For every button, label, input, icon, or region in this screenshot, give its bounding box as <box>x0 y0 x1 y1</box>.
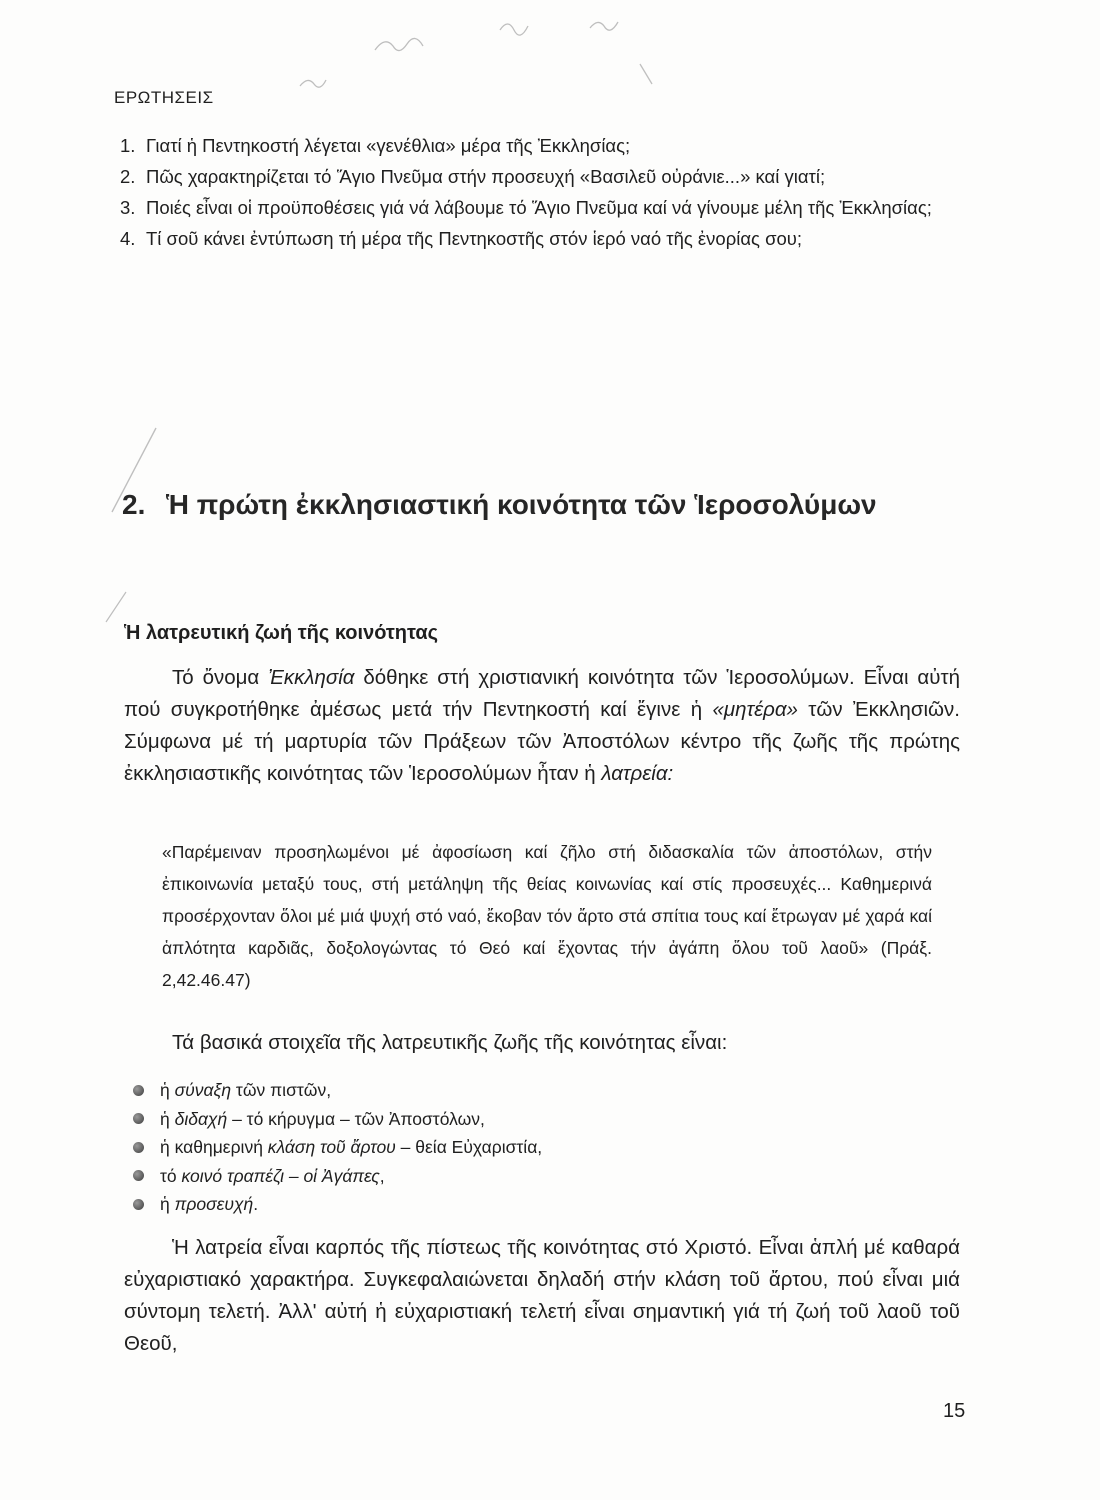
question-number: 4. <box>120 228 136 249</box>
list-item <box>133 1190 953 1219</box>
italic-term: σύναξη <box>174 1080 232 1100</box>
section-title <box>122 488 982 522</box>
text-run: τό <box>160 1165 182 1186</box>
questions-list <box>120 130 960 254</box>
pencil-scribble <box>590 22 618 30</box>
paragraph-1 <box>124 662 960 790</box>
bullet-dot-icon <box>133 1199 144 1210</box>
bullet-dot-icon <box>133 1085 144 1096</box>
text-run: ἡ καθημερινή <box>160 1137 268 1157</box>
list-item-text <box>160 1133 542 1162</box>
italic-term: προσευχή <box>174 1194 254 1214</box>
question-number: 3. <box>120 197 136 218</box>
list-item-text <box>160 1076 331 1105</box>
list-item <box>133 1105 953 1134</box>
question-number: 2. <box>120 166 136 187</box>
question-text: Πῶς χαρακτηρίζεται τό Ἅγιο Πνεῦμα στήν προσευχή «Βασιλεῦ οὐράνιε...» καί γιατί; <box>146 166 826 187</box>
pencil-stroke <box>640 64 652 84</box>
text-run: τῶν πιστῶν, <box>231 1080 332 1100</box>
question-item <box>120 192 960 223</box>
text-run: – θεία Εὐχαριστία, <box>395 1137 543 1157</box>
bullet-dot-icon <box>133 1142 144 1153</box>
italic-term: λατρεία: <box>601 762 674 785</box>
question-item <box>120 223 960 254</box>
paragraph-text: Τά βασικά στοιχεῖα τῆς λατρευτικῆς ζωῆς τῆς κοινότητας εἶναι: <box>172 1031 728 1054</box>
paragraph-text <box>124 662 960 790</box>
italic-term: Ἐκκλησία <box>268 666 355 689</box>
bullet-dot-icon <box>133 1170 144 1181</box>
question-text: Γιατί ἡ Πεντηκοστή λέγεται «γενέθλια» μέρα τῆς Ἐκκλησίας; <box>146 135 631 156</box>
text-run: δόθηκε στή χριστιανική κοινότητα τῶν Ἱεροσολύμων. Εἶναι αὐτή πού συγκροτήθηκε ἀμέσως μετά τήν Πεντηκοστή καί ἔγινε ἡ <box>124 666 960 721</box>
section-title-text: Ἡ πρώτη ἐκκλησιαστική κοινότητα τῶν Ἱεροσολύμων <box>166 489 877 520</box>
text-run: – τό κήρυγμα – τῶν Ἀποστόλων, <box>227 1108 485 1129</box>
questions-heading: ΕΡΩΤΗΣΕΙΣ <box>114 88 214 107</box>
italic-term: «μητέρα» <box>712 698 798 721</box>
section-number: 2. <box>122 489 146 520</box>
italic-term: διδαχή <box>174 1108 228 1129</box>
text-run: . <box>253 1194 259 1214</box>
list-item <box>133 1133 953 1162</box>
list-item <box>133 1076 953 1105</box>
list-item-text <box>160 1105 485 1134</box>
question-number: 1. <box>120 135 136 156</box>
bullet-dot-icon <box>133 1113 144 1124</box>
question-text: Τί σοῦ κάνει ἐντύπωση τή μέρα τῆς Πεντηκοστῆς στόν ἱερό ναό τῆς ἐνορίας σου; <box>146 228 803 249</box>
worship-elements-list <box>133 1076 953 1219</box>
list-item-text <box>160 1190 258 1219</box>
pencil-scribble <box>300 80 326 87</box>
list-item-text <box>160 1162 385 1191</box>
text-run: τῶν Ἐκκλησιῶν. Σύμφωνα μέ τή μαρτυρία τῶν Πράξεων τῶν Ἀποστόλων κέντρο τῆς ζωῆς τῆς πρώτης ἐκκλησιαστικῆς κοινότητας τῶν Ἱεροσολύμων ἦταν ἡ <box>124 698 960 785</box>
text-run: , <box>379 1165 385 1186</box>
pencil-scribble <box>375 38 423 50</box>
italic-term: κλάση τοῦ ἄρτου <box>267 1137 396 1157</box>
pencil-stroke <box>106 592 126 622</box>
question-item <box>120 161 960 192</box>
paragraph-text: Ἡ λατρεία εἶναι καρπός τῆς πίστεως τῆς κοινότητας στό Χριστό. Εἶναι ἁπλή μέ καθαρά εὐχαριστιακό χαρακτήρα. Συγκεφαλαιώνεται δηλαδή στήν κλάση τοῦ ἄρτου, πού εἶναι μιά σύντομη τελετή. Ἀλλ' αὐτή ἡ εὐχαριστιακή τελετή εἶναι σημαντική γιά τή ζωή τοῦ λαοῦ τοῦ Θεοῦ, <box>124 1236 960 1355</box>
text-run: ἡ <box>160 1080 175 1100</box>
pencil-scribble <box>500 24 528 35</box>
question-item <box>120 130 960 161</box>
text-run: ἡ <box>160 1108 175 1129</box>
paragraph-3 <box>124 1232 960 1360</box>
question-text: Ποιές εἶναι οἱ προϋποθέσεις γιά νά λάβουμε τό Ἅγιο Πνεῦμα καί νά γίνουμε μέλη τῆς Ἐκκλησίας; <box>146 197 932 218</box>
page-number: 15 <box>943 1400 966 1422</box>
text-run: Τό ὄνομα <box>172 666 269 689</box>
list-item <box>133 1162 953 1191</box>
text-run: ἡ <box>160 1194 175 1214</box>
paragraph-2 <box>124 1027 960 1059</box>
italic-term: κοινό τραπέζι – οἱ Ἀγάπες <box>181 1165 380 1186</box>
scripture-quote: «Παρέμειναν προσηλωμένοι μέ ἀφοσίωση καί ζῆλο στή διδασκαλία τῶν ἀποστόλων, στήν ἐπικοινωνία μεταξύ τους, στή μετάληψη τῆς θείας κοινωνίας καί στίς προσευχές... Καθημερινά προσέρχονταν ὅλοι μέ μιά ψυχή στό ναό, ἔκοβαν τόν ἄρτο στά σπίτια τους καί ἔτρωγαν μέ χαρά καί ἁπλότητα καρδιᾶς, δοξολογώντας τό Θεό καί ἔχοντας τήν ἀγάπη ὅλου τοῦ λαοῦ» (Πράξ. 2,42.46.47) <box>162 842 932 990</box>
subheading: Ἡ λατρευτική ζωή τῆς κοινότητας <box>124 622 439 644</box>
